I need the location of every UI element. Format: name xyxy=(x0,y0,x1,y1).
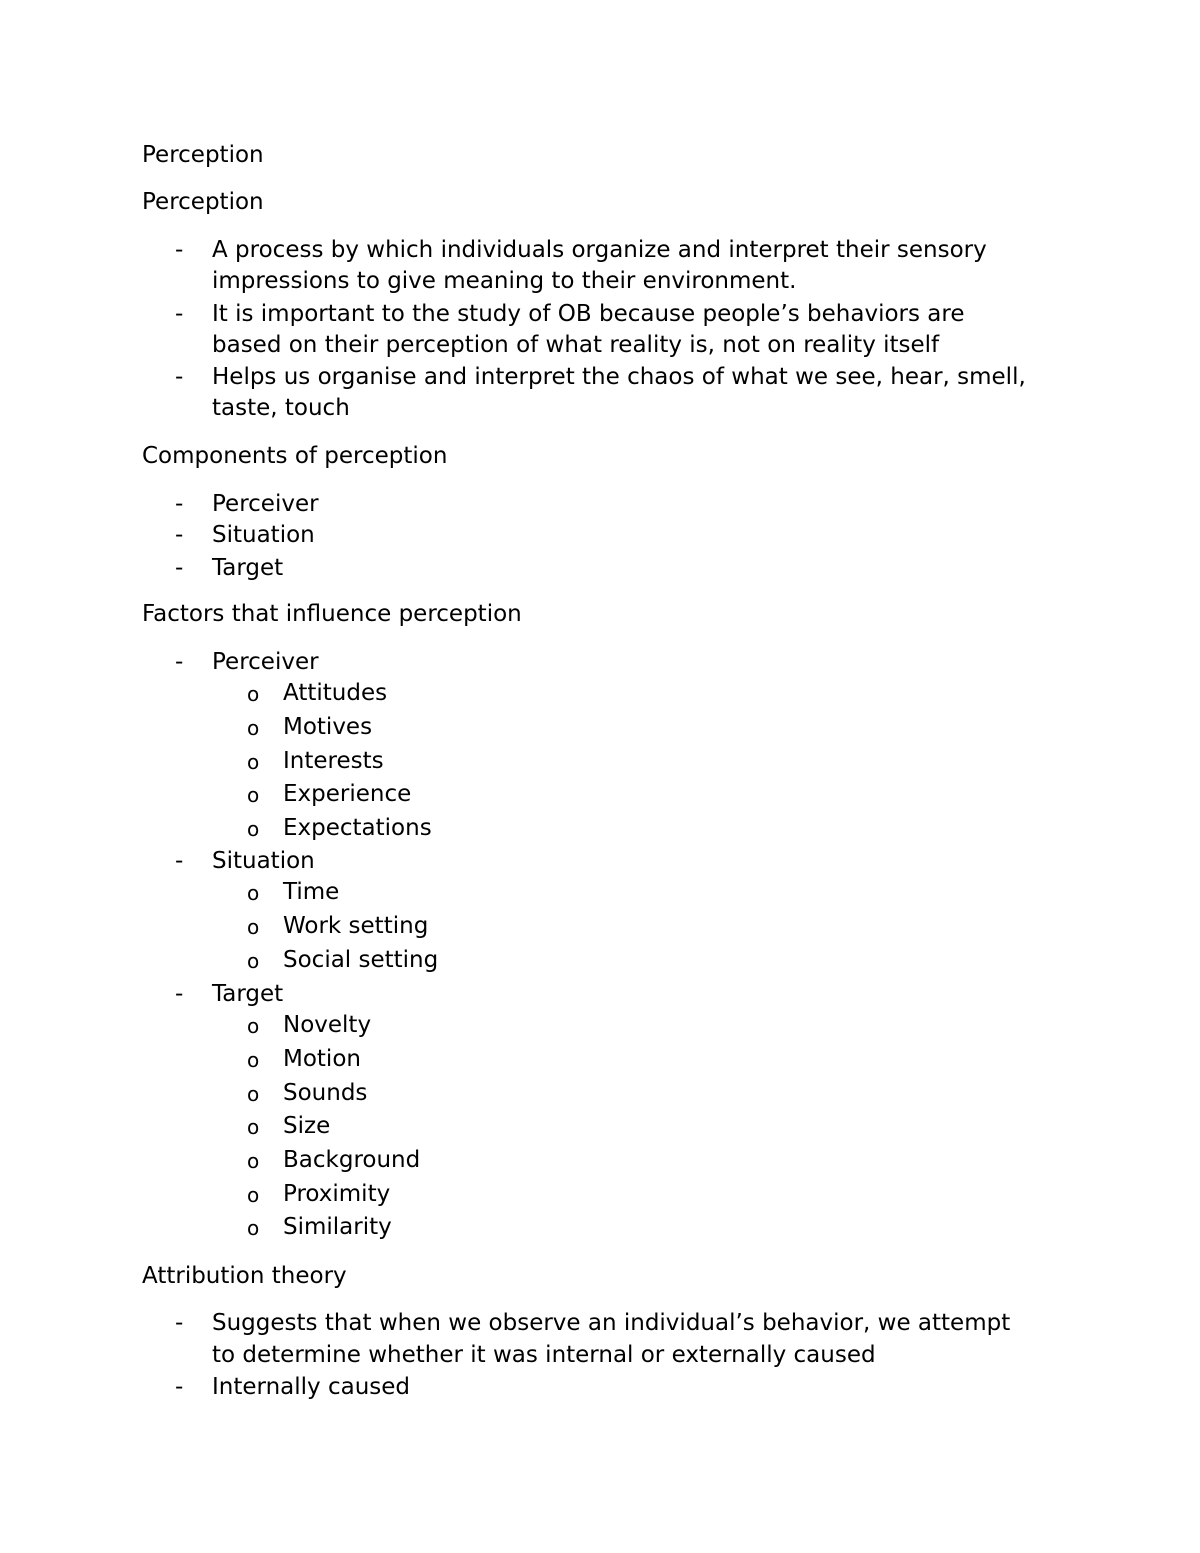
sub-list-item: Expectations xyxy=(283,815,432,841)
sub-list-item: Similarity xyxy=(283,1214,392,1240)
sub-list-item: Motion xyxy=(283,1046,361,1072)
sub-bullet-circle: o xyxy=(247,1216,260,1240)
sub-bullet-circle: o xyxy=(247,1115,260,1139)
bullet-text-line: A process by which individuals organize and interpret their sensory xyxy=(212,237,987,263)
sub-list-item: Sounds xyxy=(283,1080,368,1106)
sub-bullet-circle: o xyxy=(247,682,260,706)
bullet-text-line: Suggests that when we observe an individual’s behavior, we attempt xyxy=(212,1310,1011,1336)
section-heading-components: Components of perception xyxy=(142,443,448,469)
sub-list-item: Interests xyxy=(283,748,384,774)
sub-bullet-circle: o xyxy=(247,949,260,973)
bullet-dash: - xyxy=(175,555,184,581)
list-item: Perceiver xyxy=(212,491,319,517)
bullet-text-line: based on their perception of what reality is, not on reality itself xyxy=(212,332,940,358)
bullet-dash: - xyxy=(175,1374,184,1400)
sub-list-item: Background xyxy=(283,1147,421,1173)
sub-list-item: Experience xyxy=(283,781,412,807)
section-heading-factors: Factors that influence perception xyxy=(142,601,522,627)
sub-list-item: Novelty xyxy=(283,1012,372,1038)
sub-list-item: Work setting xyxy=(283,913,429,939)
bullet-dash: - xyxy=(175,848,184,874)
section-heading-perception: Perception xyxy=(142,189,264,215)
section-heading-attribution: Attribution theory xyxy=(142,1263,347,1289)
bullet-dash: - xyxy=(175,237,184,263)
sub-bullet-circle: o xyxy=(247,1082,260,1106)
bullet-text-line: to determine whether it was internal or externally caused xyxy=(212,1342,876,1368)
sub-bullet-circle: o xyxy=(247,1183,260,1207)
sub-bullet-circle: o xyxy=(247,1014,260,1038)
sub-bullet-circle: o xyxy=(247,817,260,841)
bullet-dash: - xyxy=(175,1310,184,1336)
bullet-text-line: Helps us organise and interpret the chaos of what we see, hear, smell, xyxy=(212,364,1026,390)
group-label-situation: Situation xyxy=(212,848,315,874)
bullet-text-line: Internally caused xyxy=(212,1374,411,1400)
bullet-text-line: impressions to give meaning to their environment. xyxy=(212,268,797,294)
sub-bullet-circle: o xyxy=(247,915,260,939)
sub-list-item: Attitudes xyxy=(283,680,388,706)
bullet-dash: - xyxy=(175,981,184,1007)
sub-list-item: Social setting xyxy=(283,947,439,973)
sub-list-item: Proximity xyxy=(283,1181,391,1207)
bullet-dash: - xyxy=(175,522,184,548)
sub-list-item: Motives xyxy=(283,714,373,740)
bullet-dash: - xyxy=(175,649,184,675)
bullet-dash: - xyxy=(175,491,184,517)
group-label-target: Target xyxy=(212,981,284,1007)
bullet-text-line: taste, touch xyxy=(212,395,350,421)
list-item: Situation xyxy=(212,522,315,548)
sub-list-item: Time xyxy=(283,879,340,905)
sub-bullet-circle: o xyxy=(247,881,260,905)
sub-bullet-circle: o xyxy=(247,716,260,740)
sub-bullet-circle: o xyxy=(247,1048,260,1072)
sub-bullet-circle: o xyxy=(247,783,260,807)
bullet-dash: - xyxy=(175,364,184,390)
document-title: Perception xyxy=(142,142,264,168)
list-item: Target xyxy=(212,555,284,581)
sub-bullet-circle: o xyxy=(247,1149,260,1173)
sub-list-item: Size xyxy=(283,1113,331,1139)
bullet-text-line: It is important to the study of OB because people’s behaviors are xyxy=(212,301,965,327)
group-label-perceiver: Perceiver xyxy=(212,649,319,675)
bullet-dash: - xyxy=(175,301,184,327)
sub-bullet-circle: o xyxy=(247,750,260,774)
